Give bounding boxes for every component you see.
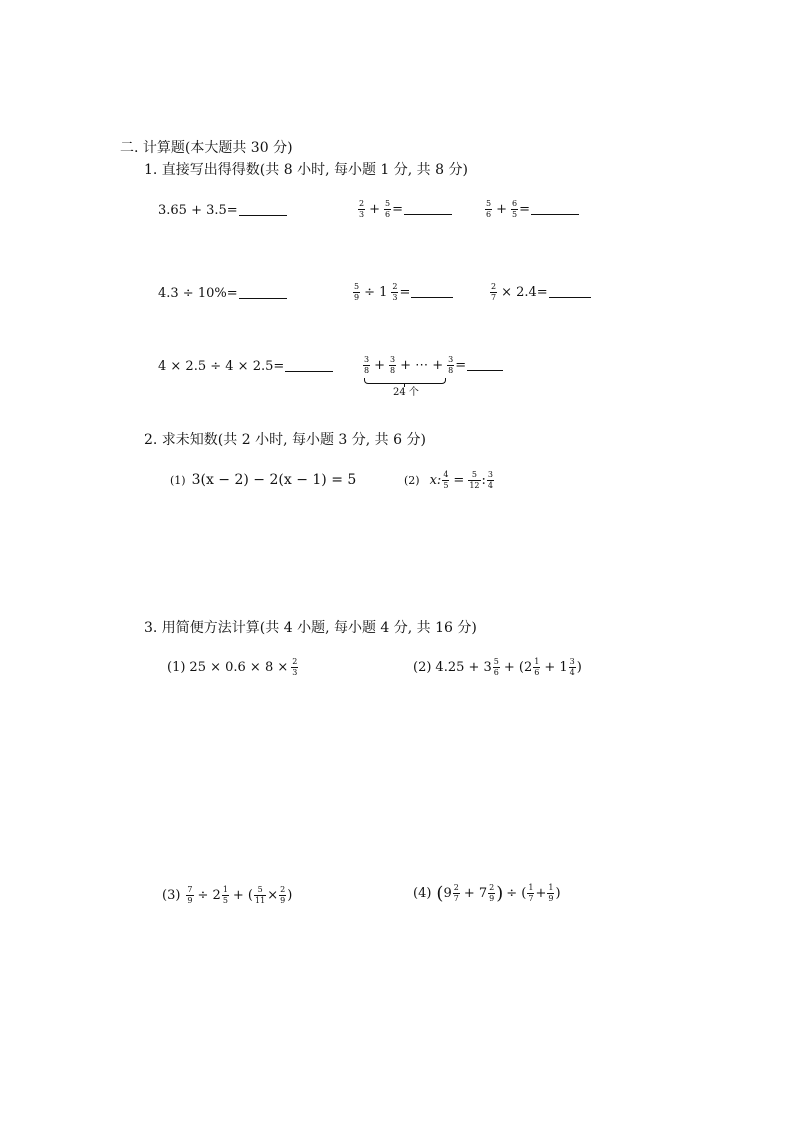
- fraction: $\frac{2}{7}$: [453, 883, 459, 903]
- expr-text: 3.65 + 3.5=: [158, 203, 238, 218]
- fraction: $\frac{3}{4}$: [569, 657, 575, 677]
- q1-heading: 1. 直接写出得得数(共 8 小时, 每小题 1 分, 共 8 分): [144, 162, 468, 178]
- fraction: $\frac{1}{6}$: [534, 657, 540, 677]
- q3-p4: (4) ( 9 $\frac{2}{7}$ + 7 $\frac{2}{9}$ ) ÷ ( $\frac{1}{7}$ + $\frac{1}{9}$ ): [413, 882, 561, 904]
- fraction: $\frac{3}{8}$: [390, 355, 396, 375]
- fraction: $\frac{2}{3}$: [392, 282, 398, 302]
- fraction: $\frac{5}{6}$: [493, 657, 499, 677]
- fraction: $\frac{5}{11}$: [255, 885, 266, 905]
- answer-blank: [411, 287, 453, 298]
- fraction: $\frac{2}{3}$: [359, 199, 365, 219]
- fraction: $\frac{5}{6}$: [486, 199, 492, 219]
- q1-r3c1: [158, 360, 333, 373]
- answer-blank: [239, 288, 287, 299]
- expr-text: 4.3 ÷ 10%=: [158, 286, 238, 301]
- q3-p3: (3) $\frac{7}{9}$ ÷ 2 $\frac{1}{5}$ + ( $\frac{5}{11}$ × $\frac{2}{9}$ ): [162, 885, 293, 905]
- left-paren: (: [436, 882, 444, 904]
- underbrace: [364, 378, 446, 384]
- answer-blank: [467, 360, 503, 371]
- q3-p2: (2) 4.25 + 3 $\frac{5}{6}$ + (2 $\frac{1}{6}$ + 1 $\frac{3}{4}$ ): [413, 657, 582, 677]
- q1-r1c3: $\frac{5}{6}$ + $\frac{6}{5}$ =: [484, 200, 579, 219]
- fraction: $\frac{5}{6}$: [385, 199, 391, 219]
- fraction: $\frac{2}{3}$: [292, 657, 298, 677]
- fraction: $\frac{3}{8}$: [364, 355, 370, 375]
- fraction: $\frac{2}{9}$: [489, 883, 495, 903]
- q1-r1c2: $\frac{2}{3}$ + $\frac{5}{6}$ =: [357, 200, 452, 219]
- answer-blank: [549, 287, 591, 298]
- fraction: $\frac{5}{9}$: [354, 282, 360, 302]
- answer-blank: [404, 204, 452, 215]
- q2-p2: (2) x: $\frac{4}{5}$ = $\frac{5}{12}$ : $\frac{3}{4}$: [404, 470, 493, 490]
- underbrace-label: 24 个: [393, 387, 419, 398]
- expr-text: 4 × 2.5 ÷ 4 × 2.5=: [158, 359, 285, 374]
- fraction: $\frac{1}{5}$: [222, 885, 228, 905]
- fraction: $\frac{2}{7}$: [491, 282, 497, 302]
- answer-blank: [239, 205, 287, 216]
- section-title: 二. 计算题(本大题共 30 分): [120, 140, 293, 156]
- right-paren: ): [496, 882, 504, 904]
- q3-heading: 3. 用简便方法计算(共 4 小题, 每小题 4 分, 共 16 分): [144, 620, 477, 636]
- fraction: $\frac{5}{12}$: [469, 470, 480, 490]
- fraction: $\frac{7}{9}$: [187, 885, 193, 905]
- fraction: $\frac{1}{9}$: [548, 883, 554, 903]
- q1-r3c2: $\frac{3}{8}$ + $\frac{3}{8}$ + ⋯ + $\frac{3}{8}$ =: [362, 356, 503, 375]
- q3-p1: (1) 25 × 0.6 × 8 × $\frac{2}{3}$: [167, 657, 298, 677]
- q1-r2c3: $\frac{2}{7}$ × 2.4=: [489, 283, 591, 302]
- q2-heading: 2. 求未知数(共 2 小时, 每小题 3 分, 共 6 分): [144, 432, 426, 448]
- fraction: $\frac{6}{5}$: [512, 199, 518, 219]
- q1-r2c2: $\frac{5}{9}$ ÷ 1 $\frac{2}{3}$ =: [352, 283, 453, 302]
- fraction: $\frac{1}{7}$: [528, 883, 534, 903]
- answer-blank: [285, 361, 333, 372]
- fraction: $\frac{3}{4}$: [487, 470, 493, 490]
- q2-p1: (1) 3(x − 2) − 2(x − 1) = 5: [170, 472, 357, 488]
- answer-blank: [531, 204, 579, 215]
- fraction: $\frac{2}{9}$: [280, 885, 286, 905]
- fraction: $\frac{4}{5}$: [443, 470, 449, 490]
- q1-r2c1: [158, 287, 287, 300]
- fraction: $\frac{3}{8}$: [448, 355, 454, 375]
- q1-r1c1: [158, 204, 287, 217]
